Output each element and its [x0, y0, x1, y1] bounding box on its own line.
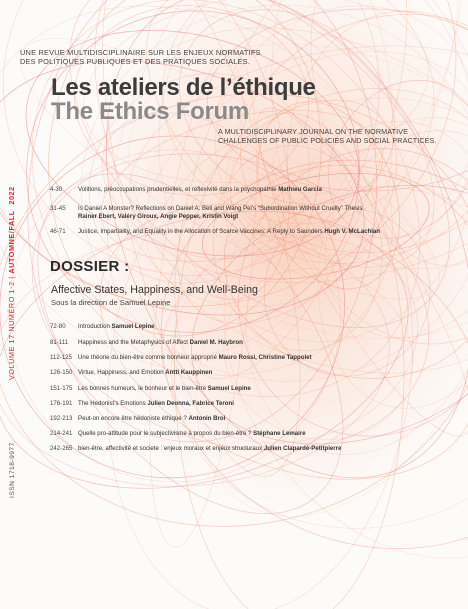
volume-year — [7, 186, 16, 380]
item-pages: 151-175 — [50, 385, 73, 392]
article-authors: Hugh V. McLachlan — [324, 228, 381, 235]
item-title: Happiness and the Metaphysics of Affect — [78, 339, 190, 346]
item-authors: Antonin Broi — [188, 415, 226, 422]
item-title: Introduction — [78, 323, 112, 330]
item-authors: Julien Clapardé-Petitpierre — [263, 445, 342, 452]
tagline-english-line1: A MULTIDISCIPLINARY JOURNAL ON THE NORMATIVE — [218, 127, 408, 136]
item-title: Une théorie du bien-être comme bonheur approprié — [78, 354, 219, 361]
item-pages: 72-80 — [50, 323, 66, 330]
item-title: Les bonnes humeurs, le bonheur et le bien-être — [78, 385, 208, 392]
dossier-heading: DOSSIER : — [50, 258, 130, 275]
journal-title-french: Les ateliers de l’éthique — [51, 74, 316, 101]
article-title: Justice, Impartiality, and Equality in the Allocation of Scarce Vaccines: A Reply to Saunders — [78, 228, 325, 235]
volume-divider: | — [7, 273, 16, 279]
volume-season: AUTOMNE/FALL — [7, 210, 16, 274]
volume-spine-label — [2, 125, 20, 380]
tagline-french-line2: DES POLITIQUES PUBLIQUES ET DES PRATIQUES SOCIALES. — [20, 57, 251, 66]
volume-year-text: 2022 — [7, 186, 16, 205]
dossier-editor: Sous la direction de Samuel Lepine — [51, 298, 171, 307]
article-authors: Mathieu Garcia — [278, 186, 322, 193]
tagline-english-line2: CHALLENGES OF PUBLIC POLICIES AND SOCIAL PRACTICES. — [218, 136, 437, 145]
dossier-title: Affective States, Happiness, and Well-Being — [51, 284, 258, 296]
item-authors: Julien Deonna, Fabrice Teroni — [147, 400, 234, 407]
article-authors: Rainer Ebert, Valéry Giroux, Angie Pepper, Kristin Voigt — [78, 213, 239, 220]
journal-title-english: The Ethics Forum — [51, 98, 249, 125]
tagline-english — [218, 127, 458, 145]
item-authors: Mauro Rossi, Christine Tappolet — [218, 354, 312, 361]
article-pages: 31-45 — [50, 205, 66, 212]
item-authors: Daniel M. Haybron — [189, 339, 243, 346]
item-pages: 81-111 — [50, 339, 69, 346]
item-title: The Hedonist’s Emotions — [78, 400, 148, 407]
item-title: Peut-on encore être hédoniste éthique ? — [78, 415, 189, 422]
item-pages: 214-241 — [50, 430, 73, 437]
article-pages: 46-71 — [50, 228, 66, 235]
item-authors: Samuel Lepine — [111, 323, 155, 330]
item-title: Quelle pro-attitude pour le subjectivisme à propos du bien-être ? — [78, 430, 254, 437]
item-pages: 242-265 — [50, 445, 73, 452]
issn-text: ISSN 1718-9977 — [9, 442, 16, 498]
item-pages: 126-150 — [50, 369, 73, 376]
item-authors: Stéphane Lemaire — [253, 430, 306, 437]
tagline-french — [20, 48, 270, 66]
item-title: Virtue, Happiness, and Emotion — [78, 369, 166, 376]
item-pages: 192-213 — [50, 415, 73, 422]
item-title: bien-être, affectivité et societe : enjeux moraux et enjeux structuraux — [78, 445, 264, 452]
item-authors: Antti Kauppinen — [165, 369, 213, 376]
article-title: Volitions, préoccupations prudentielles, et réflexivité dans la psychopathie — [78, 186, 279, 193]
tagline-french-line1: UNE REVUE MULTIDISCIPLINAIRE SUR LES ENJEUX NORMATIFS — [20, 48, 261, 57]
item-pages: 176-191 — [50, 400, 73, 407]
article-title: Is Daniel A Monster? Reflections on Daniel A. Bell and Wang Pei’s “Subordination Without Cruelty” Thesis — [78, 205, 363, 212]
volume-number: VOLUME 17 NUMÉRO 1-2 — [7, 281, 16, 380]
issn-spine-label — [2, 408, 20, 498]
article-pages: 4-30 — [50, 186, 63, 193]
item-authors: Samuel Lepine — [207, 385, 251, 392]
item-pages: 112-125 — [50, 354, 72, 361]
